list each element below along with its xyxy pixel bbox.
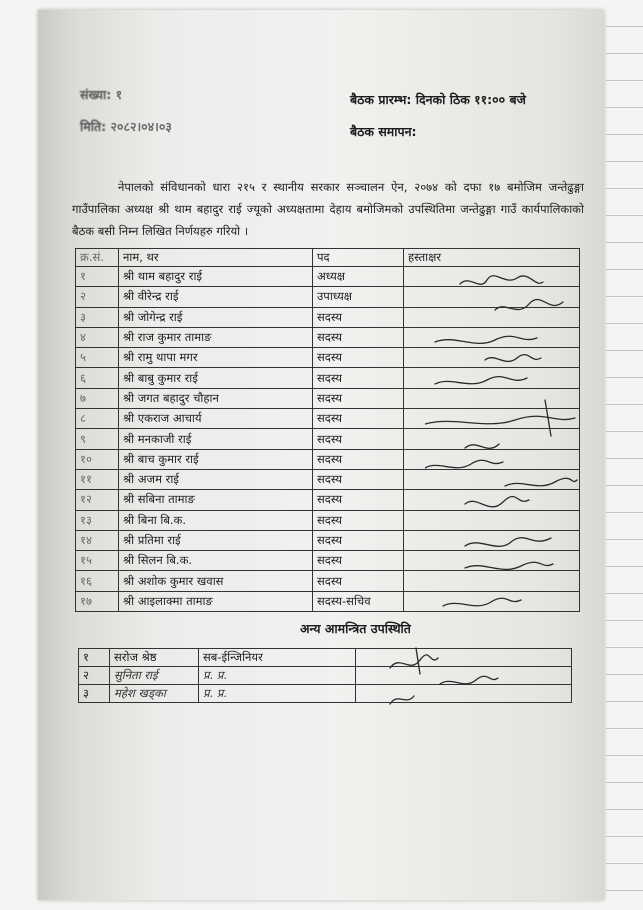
- member-name: श्री अजम राई: [119, 469, 313, 489]
- attendance-row: [76, 530, 580, 550]
- signature-cell: [404, 591, 580, 611]
- attendance-row: [76, 409, 580, 429]
- member-name: श्री रामु थापा मगर: [119, 348, 313, 368]
- signature-cell: [404, 429, 580, 449]
- attendance-row: [76, 571, 580, 591]
- attendance-table: [75, 248, 580, 612]
- member-name: श्री बिना बि.क.: [119, 510, 313, 530]
- attendance-row: [76, 327, 580, 347]
- member-post: सदस्य: [313, 490, 404, 510]
- member-name: श्री आइलाक्मा तामाङ: [119, 591, 313, 611]
- member-post: सदस्य: [313, 571, 404, 591]
- row-number: २: [76, 287, 119, 307]
- attendance-row: [76, 591, 580, 611]
- invited-section-title: अन्य आमन्त्रित उपस्थिति: [300, 621, 411, 636]
- member-name: श्री वीरेन्द्र राई: [119, 287, 313, 307]
- member-post: अध्यक्ष: [313, 267, 404, 287]
- row-number: १३: [76, 510, 119, 530]
- signature-cell: [404, 530, 580, 550]
- member-name: श्री सबिना तामाङ: [119, 490, 313, 510]
- row-number: १४: [76, 530, 119, 550]
- attendance-row: [76, 429, 580, 449]
- member-post: सदस्य: [313, 449, 404, 469]
- attendance-row: [76, 348, 580, 368]
- invited-name: सुनिता राई: [110, 667, 199, 685]
- invited-row: [79, 667, 572, 685]
- meeting-date: [80, 118, 172, 135]
- attendance-row: [76, 267, 580, 287]
- invited-row: [79, 649, 572, 667]
- member-post: सदस्य: [313, 469, 404, 489]
- row-number: ४: [76, 327, 119, 347]
- member-post: सदस्य: [313, 429, 404, 449]
- signature-cell: [404, 551, 580, 571]
- intro-paragraph: नेपालको संविधानको धारा २१५ र स्थानीय सरकार सञ्चालन ऐन, २०७४ को दफा १७ बमोजिम जन्तेढुङ्गा गाउँपालिका अध्यक्ष श्री थाम बहादुर राई ज्यूको अध्यक्षतामा देहाय बमोजिमको उपस्थितिमा जन्तेढुङ्गा गाउँ कार्यपालिकाको बैठक बसी निम्न लिखित निर्णयहरु गरियो ।: [72, 180, 584, 238]
- meeting-date-value: २०८२।०४।०३: [110, 119, 172, 134]
- signature-cell: [404, 449, 580, 469]
- meeting-number-label: संख्या:: [80, 87, 112, 102]
- row-number: ५: [76, 348, 119, 368]
- attendance-row: [76, 551, 580, 571]
- member-post: सदस्य: [313, 307, 404, 327]
- col-header-post: पद: [313, 249, 404, 267]
- meeting-date-label: मिति:: [80, 119, 107, 134]
- underlying-ruled-page: [606, 0, 643, 910]
- invited-row-number: २: [79, 667, 110, 685]
- attendance-row: [76, 287, 580, 307]
- signature-cell: [404, 368, 580, 388]
- member-name: श्री मनकाजी राई: [119, 429, 313, 449]
- signature-cell: [404, 409, 580, 429]
- attendance-row: [76, 510, 580, 530]
- meeting-start-time: बैठक प्रारम्भ: दिनको ठिक ११:०० बजे: [350, 92, 526, 107]
- member-name: श्री जगत बहादुर चौहान: [119, 388, 313, 408]
- invited-signature-cell: [356, 667, 572, 685]
- member-post: सदस्य: [313, 388, 404, 408]
- member-name: श्री प्रतिमा राई: [119, 530, 313, 550]
- invited-post: प्र. प्र.: [199, 685, 356, 703]
- meeting-number-value: १: [115, 87, 123, 102]
- signature-cell: [404, 469, 580, 489]
- member-name: श्री बाबु कुमार राई: [119, 368, 313, 388]
- invited-name: सरोज श्रेष्ठ: [110, 649, 199, 667]
- col-header-sn: क्र.सं.: [76, 249, 119, 267]
- signature-cell: [404, 388, 580, 408]
- signature-cell: [404, 307, 580, 327]
- invited-post: प्र. प्र.: [199, 667, 356, 685]
- member-name: श्री थाम बहादुर राई: [119, 267, 313, 287]
- row-number: १०: [76, 449, 119, 469]
- meeting-number: [80, 86, 122, 103]
- member-name: श्री एकराज आचार्य: [119, 409, 313, 429]
- attendance-row: [76, 388, 580, 408]
- row-number: १७: [76, 591, 119, 611]
- member-post: सदस्य: [313, 327, 404, 347]
- member-name: श्री अशोक कुमार खवास: [119, 571, 313, 591]
- member-post: सदस्य: [313, 368, 404, 388]
- attendance-row: [76, 490, 580, 510]
- signature-cell: [404, 267, 580, 287]
- member-post: सदस्य: [313, 348, 404, 368]
- attendance-header-row: [76, 249, 580, 267]
- row-number: ७: [76, 388, 119, 408]
- invited-post: सब-ईन्जिनियर: [199, 649, 356, 667]
- member-post: सदस्य: [313, 530, 404, 550]
- row-number: ११: [76, 469, 119, 489]
- member-name: श्री सिलन बि.क.: [119, 551, 313, 571]
- attendance-row: [76, 307, 580, 327]
- row-number: १६: [76, 571, 119, 591]
- signature-cell: [404, 327, 580, 347]
- row-number: १: [76, 267, 119, 287]
- row-number: ६: [76, 368, 119, 388]
- attendance-row: [76, 449, 580, 469]
- invited-row-number: १: [79, 649, 110, 667]
- col-header-signature: हस्ताक्षर: [404, 249, 580, 267]
- attendance-row: [76, 368, 580, 388]
- row-number: १५: [76, 551, 119, 571]
- row-number: ३: [76, 307, 119, 327]
- col-header-name: नाम, थर: [119, 249, 313, 267]
- member-post: सदस्य: [313, 551, 404, 571]
- invited-signature-cell: [356, 649, 572, 667]
- member-post: सदस्य-सचिव: [313, 591, 404, 611]
- signature-cell: [404, 490, 580, 510]
- member-post: उपाध्यक्ष: [313, 287, 404, 307]
- meeting-end-time: बैठक समापन:: [350, 124, 417, 139]
- member-post: सदस्य: [313, 409, 404, 429]
- member-post: सदस्य: [313, 510, 404, 530]
- signature-cell: [404, 571, 580, 591]
- signature-cell: [404, 287, 580, 307]
- member-name: श्री राज कुमार तामाङ: [119, 327, 313, 347]
- row-number: ९: [76, 429, 119, 449]
- invited-signature-cell: [356, 685, 572, 703]
- invited-name: महेश खड्का: [110, 685, 199, 703]
- member-name: श्री बाच कुमार राई: [119, 449, 313, 469]
- signature-cell: [404, 510, 580, 530]
- invited-row-number: ३: [79, 685, 110, 703]
- invited-table: [78, 648, 572, 703]
- invited-row: [79, 685, 572, 703]
- row-number: १२: [76, 490, 119, 510]
- row-number: ८: [76, 409, 119, 429]
- attendance-row: [76, 469, 580, 489]
- member-name: श्री जोगेन्द्र राई: [119, 307, 313, 327]
- signature-cell: [404, 348, 580, 368]
